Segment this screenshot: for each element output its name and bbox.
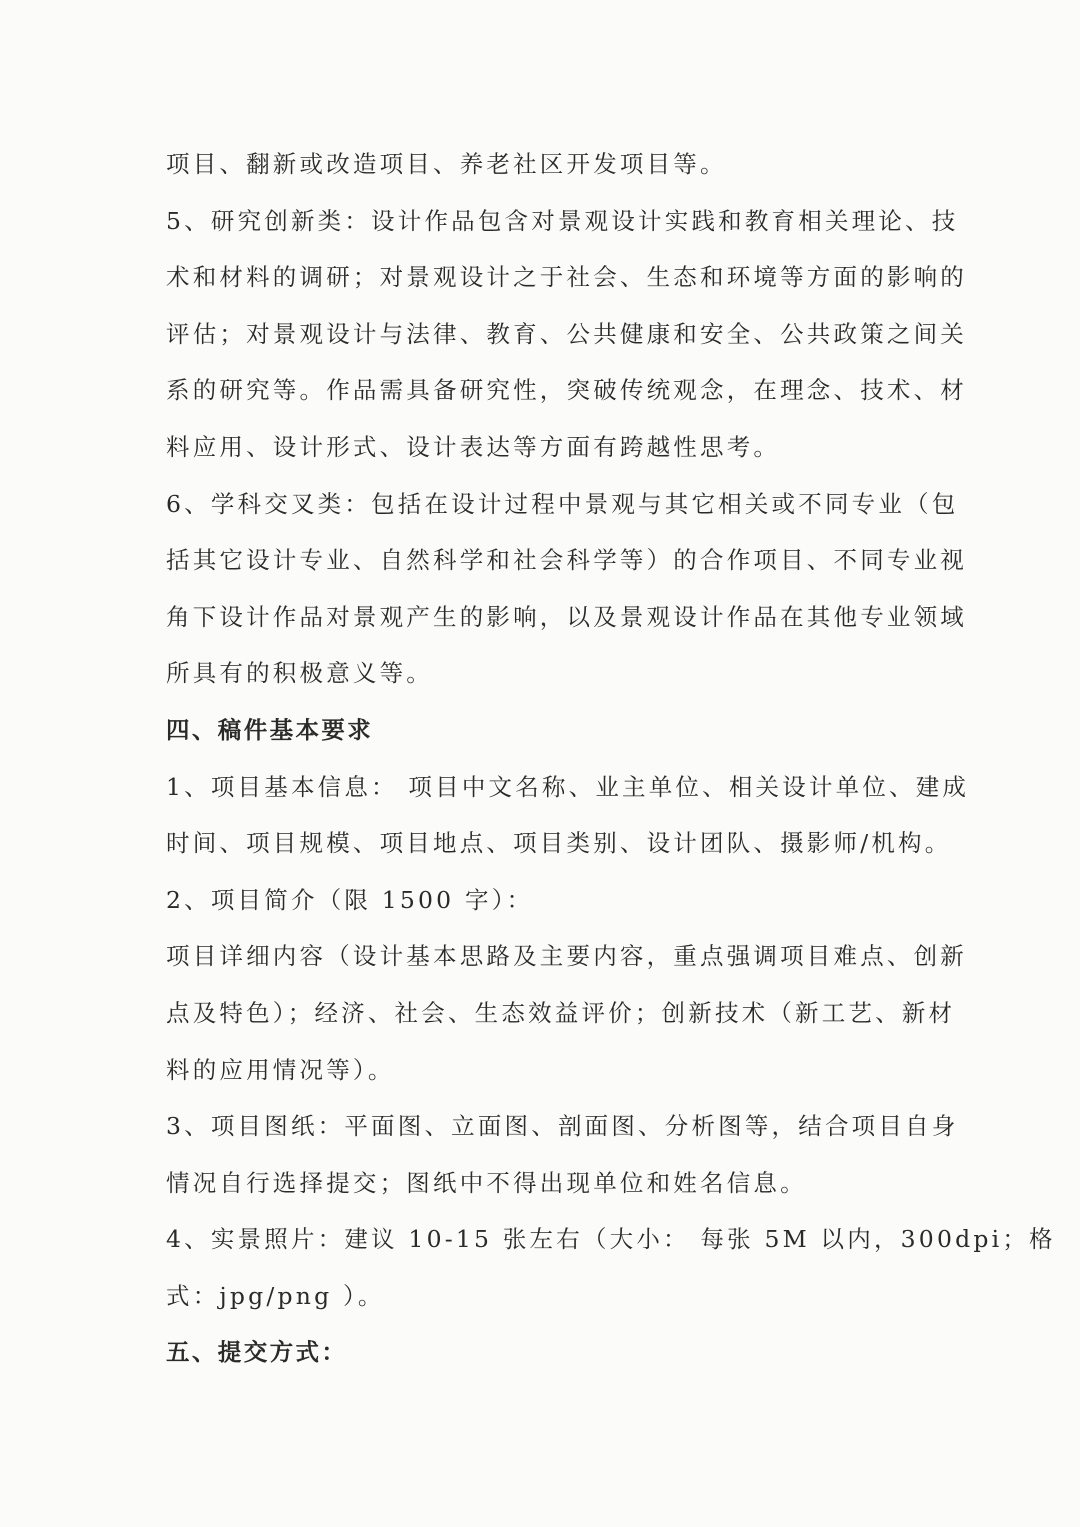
section-heading: 四、稿件基本要求 — [166, 715, 374, 744]
text-line: 括其它设计专业、自然科学和社会科学等）的合作项目、不同专业视 — [166, 546, 967, 575]
text-line: 评估；对景观设计与法律、教育、公共健康和安全、公共政策之间关 — [166, 319, 967, 348]
text-line: 2、项目简介（限 1500 字）： — [166, 885, 534, 914]
text-line: 项目、翻新或改造项目、养老社区开发项目等。 — [166, 150, 727, 178]
document-body — [166, 136, 1056, 1381]
text-line: 系的研究等。作品需具备研究性，突破传统观念，在理念、技术、材 — [166, 376, 967, 405]
section-heading: 五、提交方式： — [166, 1338, 348, 1367]
text-line: 5、研究创新类：设计作品包含对景观设计实践和教育相关理论、技 — [166, 206, 959, 235]
text-line: 项目详细内容（设计基本思路及主要内容，重点强调项目难点、创新 — [166, 942, 967, 971]
text-line: 术和材料的调研；对景观设计之于社会、生态和环境等方面的影响的 — [166, 263, 967, 292]
text-line: 6、学科交叉类：包括在设计过程中景观与其它相关或不同专业（包 — [166, 489, 959, 518]
text-line: 情况自行选择提交；图纸中不得出现单位和姓名信息。 — [166, 1168, 807, 1197]
text-line: 式：jpg/png ）。 — [166, 1281, 385, 1310]
text-line: 1、项目基本信息： 项目中文名称、业主单位、相关设计单位、建成 — [166, 772, 970, 801]
text-line: 时间、项目规模、项目地点、项目类别、设计团队、摄影师/机构。 — [166, 829, 952, 858]
text-line: 料应用、设计形式、设计表达等方面有跨越性思考。 — [166, 432, 781, 461]
text-line: 料的应用情况等）。 — [166, 1055, 395, 1084]
text-line: 角下设计作品对景观产生的影响，以及景观设计作品在其他专业领域 — [166, 602, 967, 631]
text-line: 3、项目图纸：平面图、立面图、剖面图、分析图等，结合项目自身 — [166, 1112, 959, 1141]
text-line: 点及特色）；经济、社会、生态效益评价；创新技术（新工艺、新材 — [166, 998, 956, 1027]
text-line: 4、实景照片：建议 10-15 张左右（大小： 每张 5M 以内，300dpi；格 — [166, 1225, 1056, 1254]
text-line: 所具有的积极意义等。 — [166, 659, 433, 688]
